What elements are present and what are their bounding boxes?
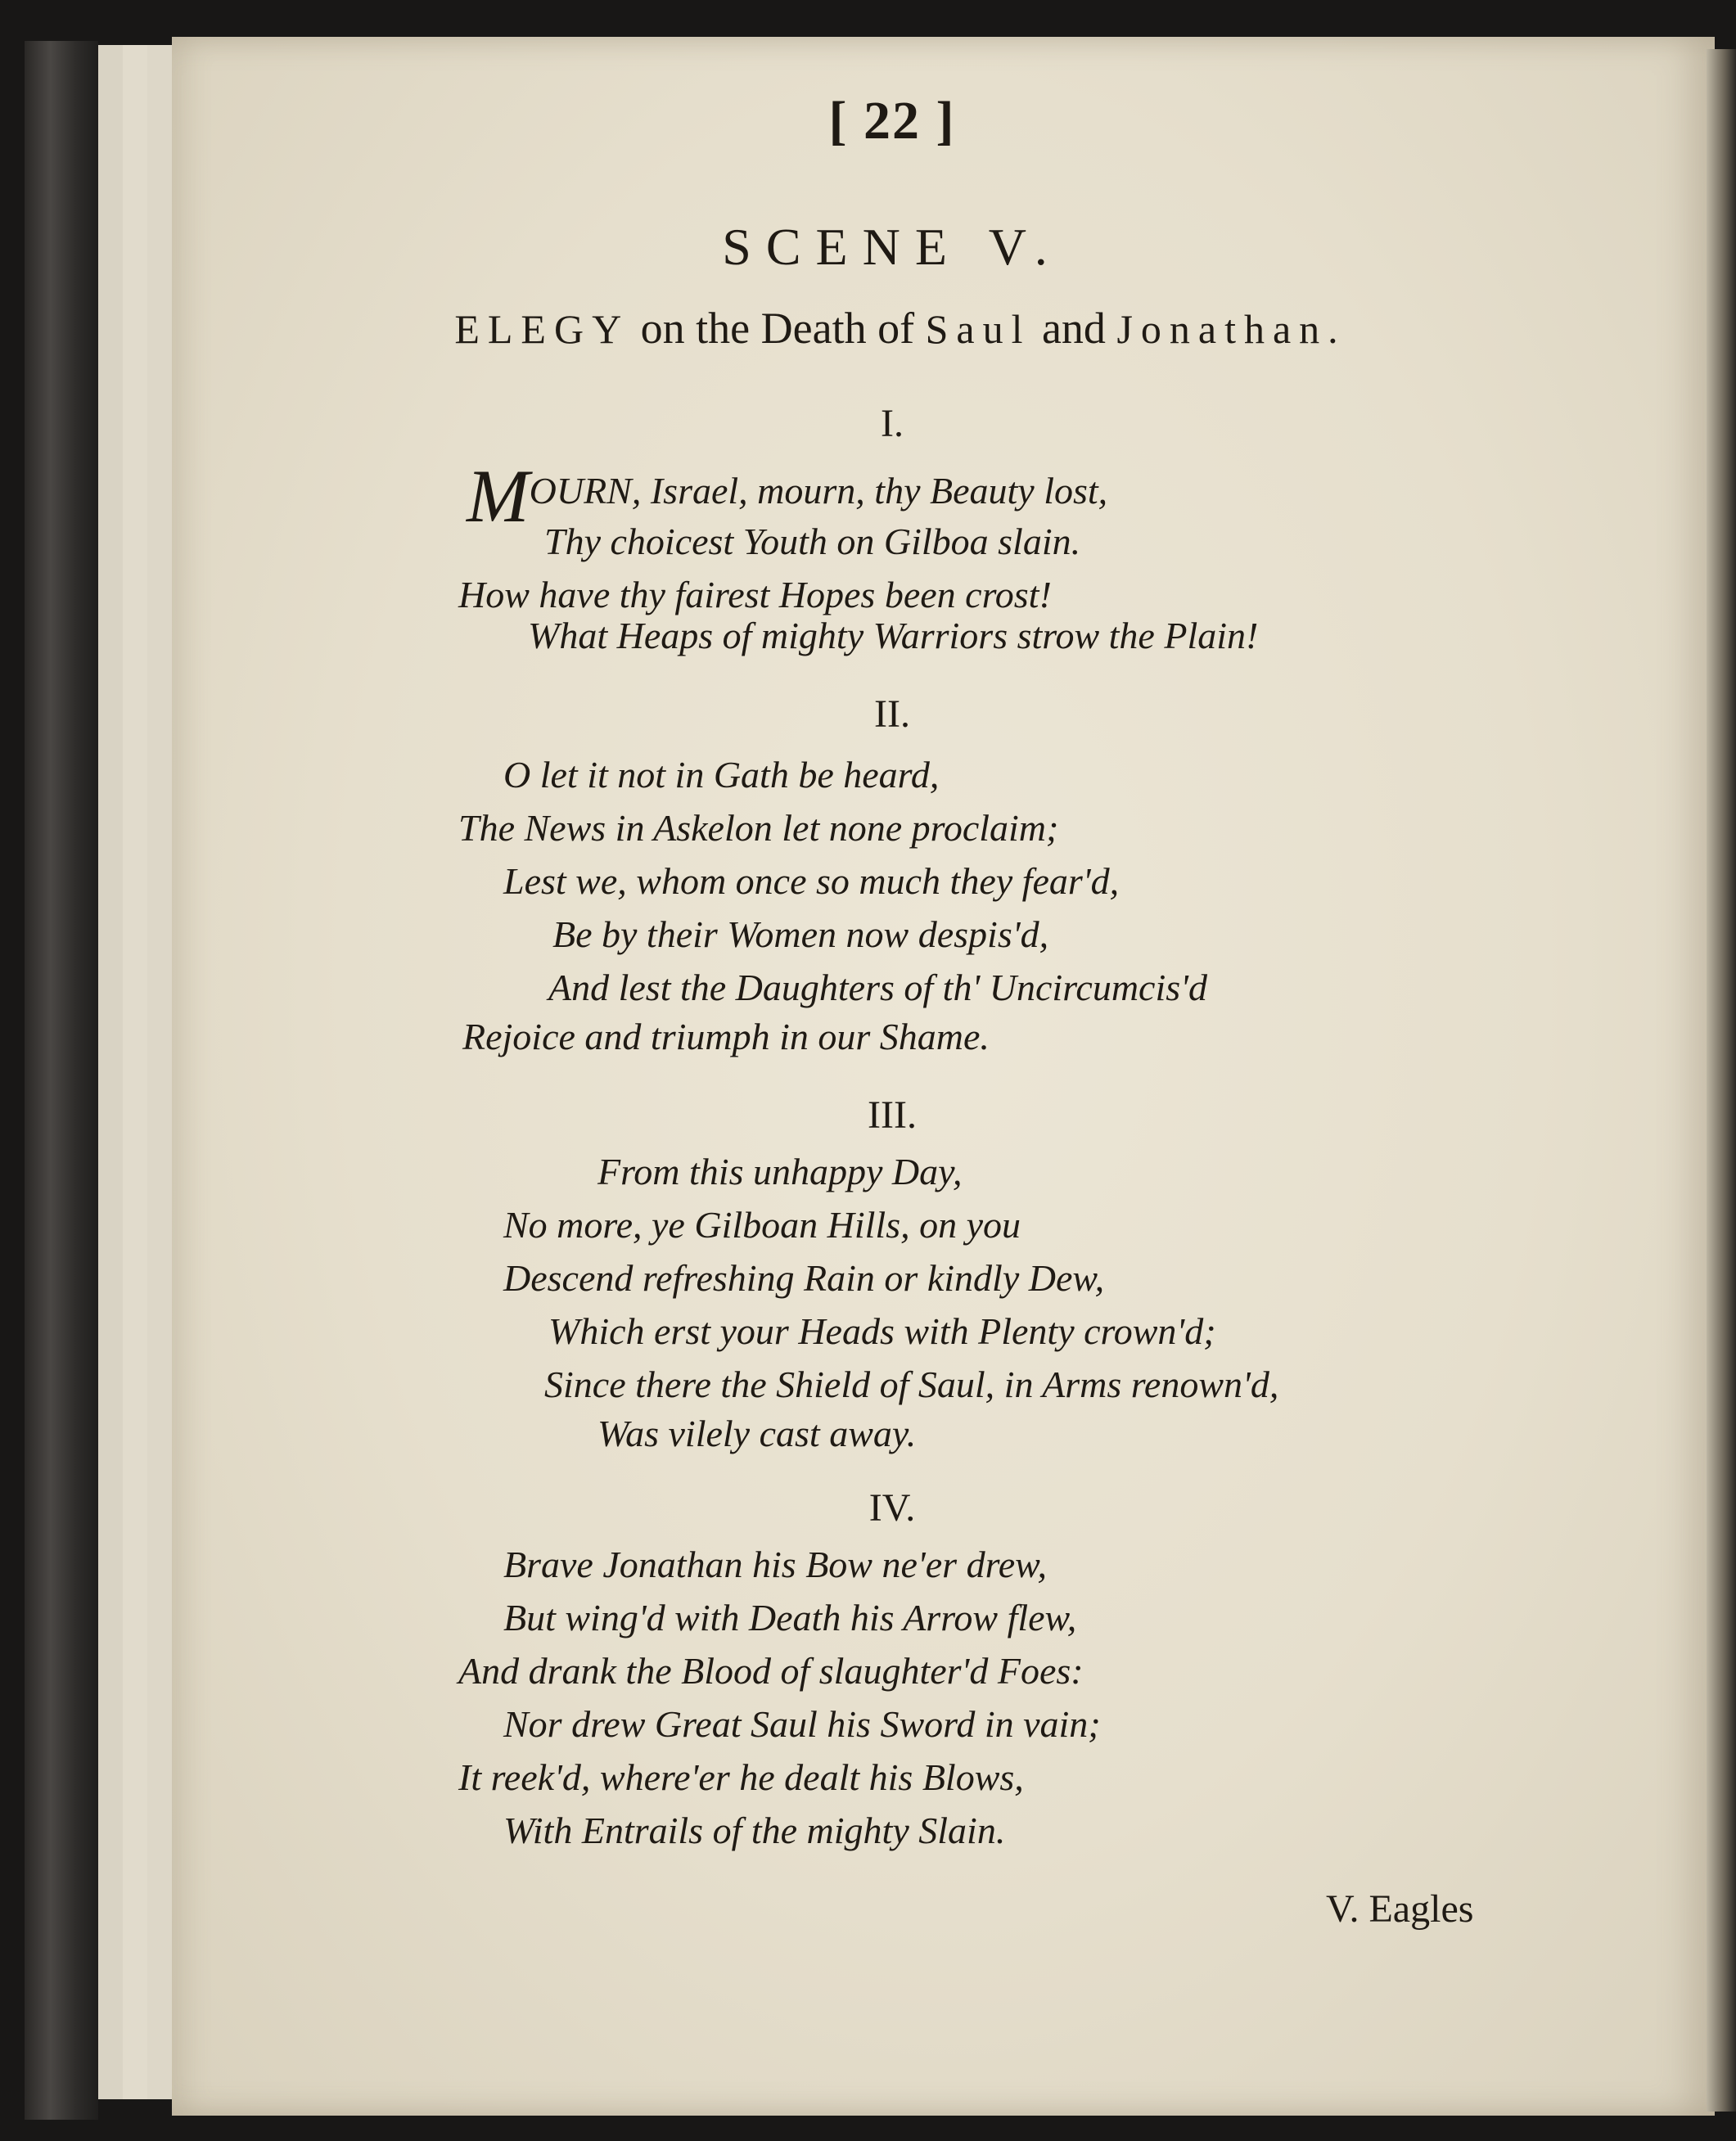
elegy-title <box>360 303 1441 354</box>
verse-line: Rejoice and triumph in our Shame. <box>462 1016 990 1057</box>
verse-line: What Heaps of mighty Warriors strow the Plain! <box>528 615 1259 656</box>
elegy-name-saul: Saul <box>925 306 1031 352</box>
verse-line: Since there the Shield of Saul, in Arms renown'd, <box>544 1363 1279 1405</box>
elegy-title-middle: on the Death of <box>629 304 926 353</box>
verse-line: But wing'd with Death his Arrow flew, <box>503 1597 1077 1638</box>
drop-cap: M <box>467 454 530 538</box>
stanza-number: II. <box>874 692 910 736</box>
verse-line: Be by their Women now despis'd, <box>552 913 1049 955</box>
verse-line: How have thy fairest Hopes been crost! <box>458 574 1052 615</box>
verse-line: It reek'd, where'er he dealt his Blows, <box>458 1756 1024 1798</box>
verse-line: With Entrails of the mighty Slain. <box>503 1810 1006 1851</box>
stanza-number: III. <box>868 1093 917 1137</box>
scene-title: SCENE V. <box>722 218 1062 276</box>
verse-line-text: OURN, Israel, mourn, thy Beauty lost, <box>529 470 1108 512</box>
verse-line: Lest we, whom once so much they fear'd, <box>503 860 1120 902</box>
stanza-number: I. <box>881 402 904 445</box>
verse-line: Brave Jonathan his Bow ne'er drew, <box>503 1544 1047 1585</box>
verse-line: The News in Askelon let none proclaim; <box>458 807 1059 849</box>
stanza-number: IV. <box>868 1486 916 1530</box>
elegy-word: ELEGY <box>454 306 630 352</box>
verse-line: And drank the Blood of slaughter'd Foes: <box>458 1650 1084 1692</box>
catchword: V. Eagles <box>1326 1887 1474 1931</box>
verse-line: From this unhappy Day, <box>597 1151 963 1192</box>
verse-line: No more, ye Gilboan Hills, on you <box>503 1204 1021 1246</box>
verse-line: Which erst your Heads with Plenty crown'd; <box>548 1310 1216 1352</box>
elegy-name-jonathan: Jonathan. <box>1116 306 1346 352</box>
verse-line: And lest the Daughters of th' Uncircumcis'd <box>548 967 1207 1008</box>
verse-line: Thy choicest Youth on Gilboa slain. <box>544 521 1081 562</box>
page-number: [ 22 ] <box>828 91 956 151</box>
elegy-title-and: and <box>1030 304 1117 353</box>
verse-line: Was vilely cast away. <box>597 1413 917 1454</box>
verse-line: O let it not in Gath be heard, <box>503 754 940 796</box>
verse-line: Nor drew Great Saul his Sword in vain; <box>503 1703 1101 1745</box>
verse-line: Descend refreshing Rain or kindly Dew, <box>503 1257 1105 1299</box>
